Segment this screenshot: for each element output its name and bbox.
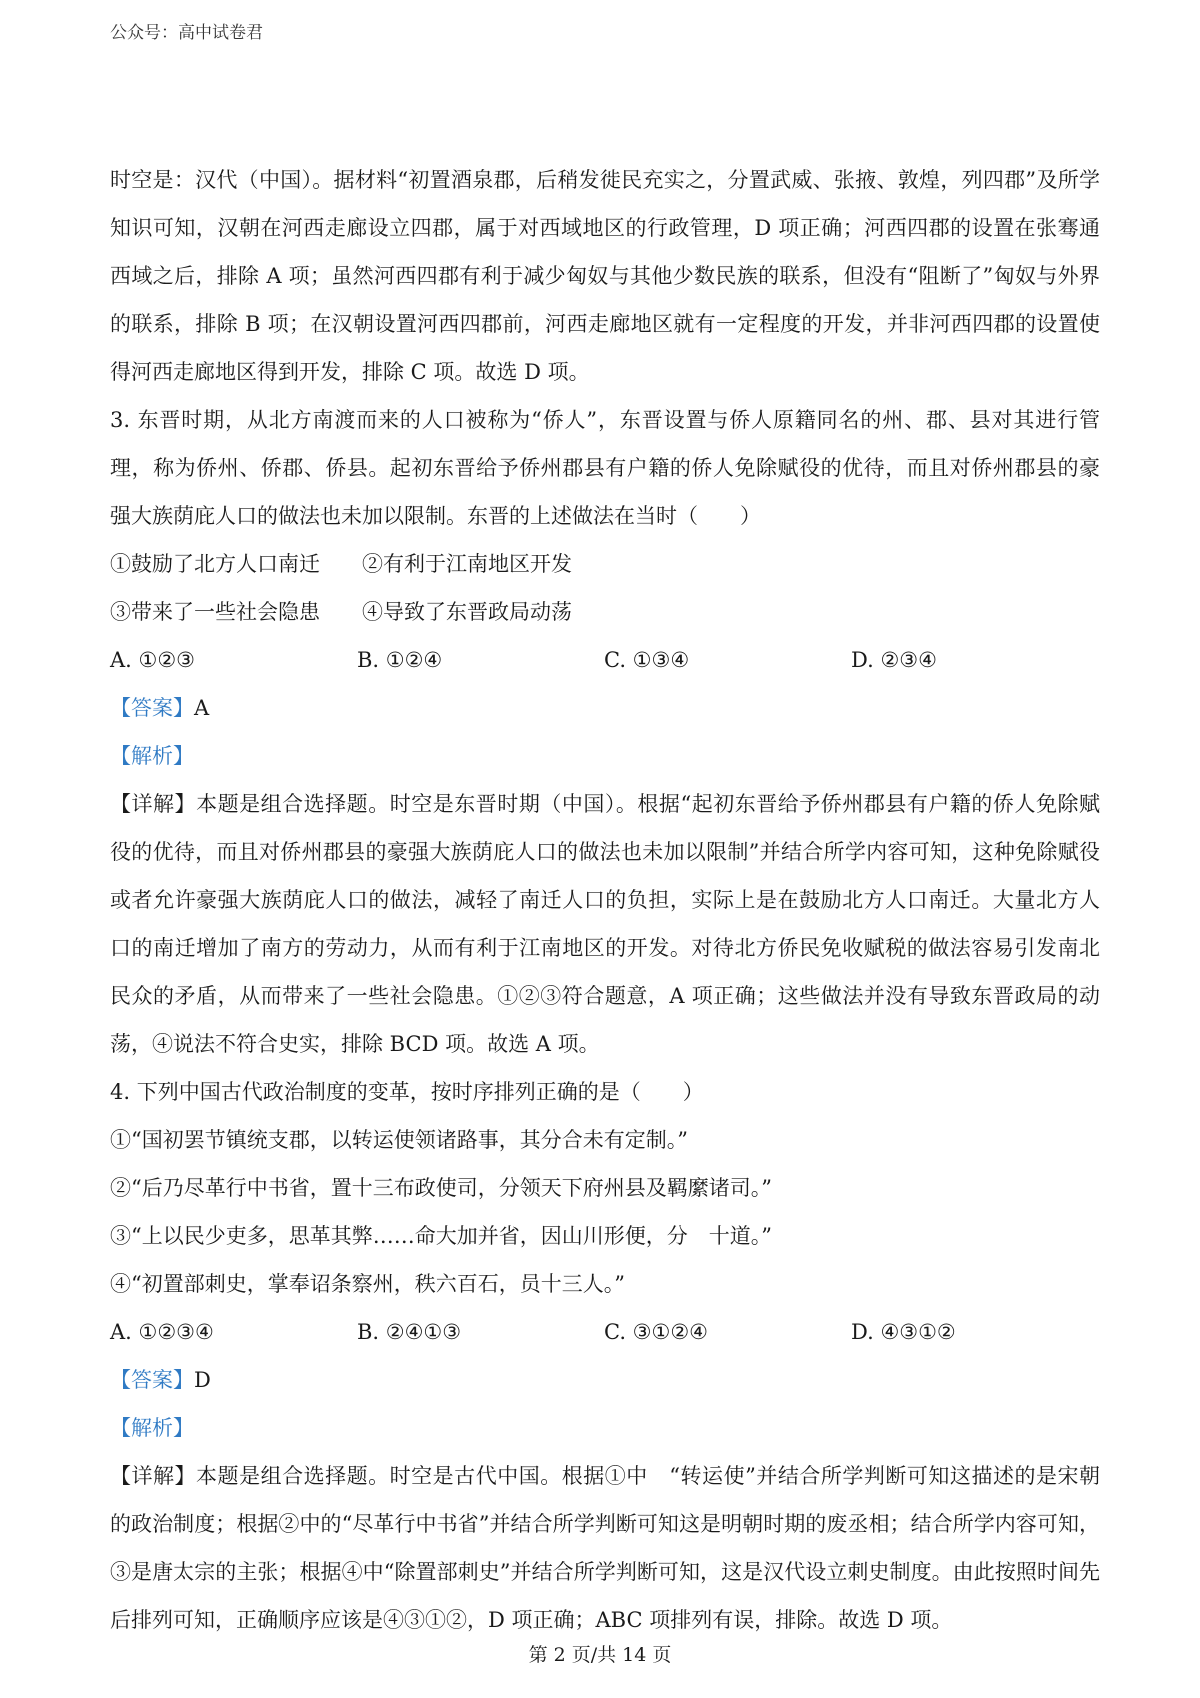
detail-line: ③是唐太宗的主张；根据④中“除置部刺史”并结合所学判断可知，这是汉代设立刺史制度。由此按照时间先 bbox=[110, 1560, 1100, 1584]
answer-value: D bbox=[194, 1368, 211, 1392]
analysis-line: 得河西走廊地区得到开发，排除 C 项。故选 D 项。 bbox=[110, 360, 590, 384]
question-4 bbox=[110, 1068, 1100, 1644]
answer-options bbox=[110, 636, 1100, 684]
option-d: D. ②③④ bbox=[851, 648, 937, 672]
question-stem-line: 强大族荫庇人口的做法也未加以限制。东晋的上述做法在当时（ ） bbox=[110, 504, 761, 528]
analysis-line: 知识可知，汉朝在河西走廊设立四郡，属于对西域地区的行政管理，D 项正确；河西四郡的设置在张骞通 bbox=[110, 216, 1100, 240]
option-a: A. ①②③④ bbox=[110, 1320, 214, 1344]
detail-line: 口的南迁增加了南方的劳动力，从而有利于江南地区的开发。对待北方侨民免收赋税的做法容易引发南北 bbox=[110, 936, 1100, 960]
detail-line: 【详解】本题是组合选择题。时空是东晋时期（中国）。根据“起初东晋给予侨州郡县有户籍的侨人免除赋 bbox=[110, 792, 1100, 816]
page-number: 第 2 页/共 14 页 bbox=[528, 1644, 672, 1666]
detail-line: 【详解】本题是组合选择题。时空是古代中国。根据①中 “转运使”并结合所学判断可知这描述的是宋朝 bbox=[110, 1464, 1100, 1488]
question-stem-line: 4. 下列中国古代政治制度的变革，按时序排列正确的是（ ） bbox=[110, 1080, 704, 1104]
statement-line: ③“上以民少吏多，思革其弊……命大加并省，因山川形便，分 十道。” bbox=[110, 1224, 772, 1248]
answer-value: A bbox=[194, 696, 210, 720]
question-stem-line: 理，称为侨州、侨郡、侨县。起初东晋给予侨州郡县有户籍的侨人免除赋役的优待，而且对侨州郡县的豪 bbox=[110, 456, 1100, 480]
answer-options bbox=[110, 1308, 1100, 1356]
statement-line: ①鼓励了北方人口南迁 ②有利于江南地区开发 bbox=[110, 552, 572, 576]
page-header: 公众号：高中试卷君 bbox=[110, 23, 263, 43]
answer-row bbox=[110, 1356, 1100, 1404]
detail-line: 或者允许豪强大族荫庇人口的做法，减轻了南迁人口的负担，实际上是在鼓励北方人口南迁。大量北方人 bbox=[110, 888, 1100, 912]
option-c: C. ①③④ bbox=[604, 648, 690, 672]
previous-answer-analysis bbox=[110, 156, 1100, 396]
detail-line: 的政治制度；根据②中的“尽革行中书省”并结合所学判断可知这是明朝时期的废丞相；结合所学内容可知， bbox=[110, 1512, 1100, 1536]
statement-line: ②“后乃尽革行中书省，置十三布政使司，分领天下府州县及羁縻诸司。” bbox=[110, 1176, 772, 1200]
answer-tag: 【答案】 bbox=[110, 1368, 194, 1392]
analysis-row bbox=[110, 1404, 1100, 1452]
question-3 bbox=[110, 396, 1100, 1068]
analysis-row bbox=[110, 732, 1100, 780]
statement-line: ④“初置部刺史，掌奉诏条察州，秩六百石，员十三人。” bbox=[110, 1272, 625, 1296]
detail-line: 民众的矛盾，从而带来了一些社会隐患。①②③符合题意，A 项正确；这些做法并没有导致东晋政局的动 bbox=[110, 984, 1100, 1008]
analysis-tag: 【解析】 bbox=[110, 1416, 194, 1440]
document-body bbox=[110, 156, 1100, 1644]
analysis-line: 西域之后，排除 A 项；虽然河西四郡有利于减少匈奴与其他少数民族的联系，但没有“阻断了”匈奴与外界 bbox=[110, 264, 1100, 288]
option-a: A. ①②③ bbox=[110, 648, 195, 672]
detail-line: 役的优待，而且对侨州郡县的豪强大族荫庇人口的做法也未加以限制”并结合所学内容可知，这种免除赋役 bbox=[110, 840, 1100, 864]
statement-line: ③带来了一些社会隐患 ④导致了东晋政局动荡 bbox=[110, 600, 572, 624]
answer-tag: 【答案】 bbox=[110, 696, 194, 720]
option-d: D. ④③①② bbox=[851, 1320, 956, 1344]
option-b: B. ②④①③ bbox=[357, 1320, 462, 1344]
option-b: B. ①②④ bbox=[357, 648, 443, 672]
statement-line: ①“国初罢节镇统支郡，以转运使领诸路事，其分合未有定制。” bbox=[110, 1128, 688, 1152]
detail-line: 后排列可知，正确顺序应该是④③①②，D 项正确；ABC 项排列有误，排除。故选 D 项。 bbox=[110, 1608, 953, 1632]
question-stem-line: 3. 东晋时期，从北方南渡而来的人口被称为“侨人”，东晋设置与侨人原籍同名的州、郡、县对其进行管 bbox=[110, 408, 1100, 432]
analysis-line: 时空是：汉代（中国）。据材料“初置酒泉郡，后稍发徙民充实之，分置武威、张掖、敦煌，列四郡”及所学 bbox=[110, 168, 1100, 192]
answer-row bbox=[110, 684, 1100, 732]
detail-line: 荡，④说法不符合史实，排除 BCD 项。故选 A 项。 bbox=[110, 1032, 600, 1056]
option-c: C. ③①②④ bbox=[604, 1320, 708, 1344]
analysis-line: 的联系，排除 B 项；在汉朝设置河西四郡前，河西走廊地区就有一定程度的开发，并非河西四郡的设置使 bbox=[110, 312, 1100, 336]
analysis-tag: 【解析】 bbox=[110, 744, 194, 768]
